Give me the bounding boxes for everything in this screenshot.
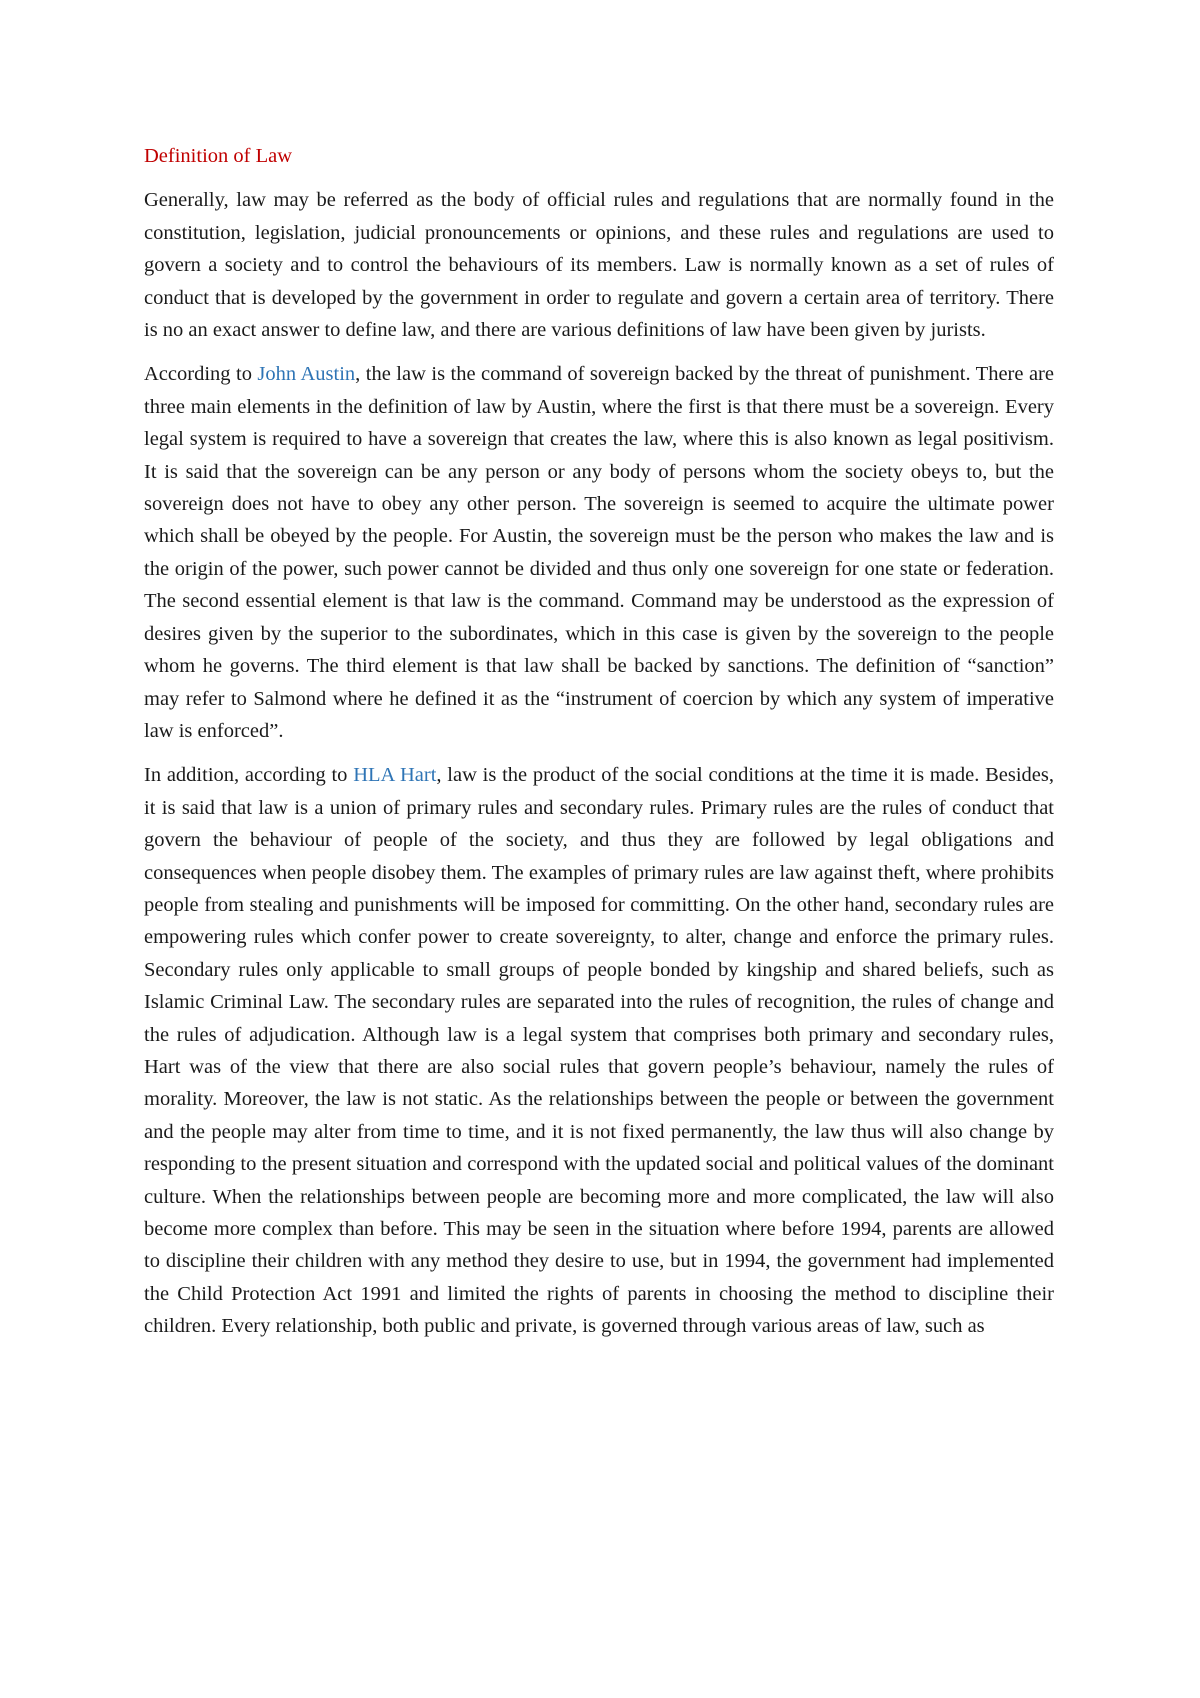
paragraph-text-rest: , the law is the command of sovereign backed by the threat of punishment. There are three main elements in the definition of law by Austin, where the first is that there must be a sovereign. Every legal system is required to have a sovereign that creates the law, where this is also known as legal positivism. It is said that the sovereign can be any person or any body of persons whom the society obeys to, but the sovereign does not have to obey any other person. The sovereign is seemed to acquire the ultimate power which shall be obeyed by the people. For Austin, the sovereign must be the person who makes the law and is the origin of the power, such power cannot be divided and thus only one sovereign for one state or federation. The second essential element is that law is the command. Command may be understood as the expression of desires given by the superior to the subordinates, which in this case is given by the sovereign to the people whom he governs. The third element is that law shall be backed by sanctions. The definition of “sanction” may refer to Salmond where he defined it as the “instrument of coercion by which any system of imperative law is enforced”. [144,363,1054,742]
paragraph-text: Generally, law may be referred as the body of official rules and regulations that are normally found in the constitution, legislation, judicial pronouncements or opinions, and these rules and regulations are used to govern a society and to control the behaviours of its members. Law is normally known as a set of rules of conduct that is developed by the government in order to regulate and govern a certain area of territory. There is no an exact answer to define law, and there are various definitions of law have been given by jurists. [144,189,1054,342]
paragraph-austin [144,358,1054,747]
section-heading: Definition of Law [144,145,293,167]
paragraph-text-lead: According to [144,363,258,386]
document-body [144,140,1054,1355]
paragraph-general-definition [144,184,1054,346]
paragraph-text-rest: , law is the product of the social conditions at the time it is made. Besides, it is said that law is a union of primary rules and secondary rules. Primary rules are the rules of conduct that govern the behaviour of people of the society, and thus they are followed by legal obligations and consequences when people disobey them. The examples of primary rules are law against theft, where prohibits people from stealing and punishments will be imposed for committing. On the other hand, secondary rules are empowering rules which confer power to create sovereignty, to alter, change and enforce the primary rules. Secondary rules only applicable to small groups of people bonded by kingship and shared beliefs, such as Islamic Criminal Law. The secondary rules are separated into the rules of recognition, the rules of change and the rules of adjudication. Although law is a legal system that comprises both primary and secondary rules, Hart was of the view that there are also social rules that govern people’s behaviour, namely the rules of morality. Moreover, the law is not static. As the relationships between the people or between the government and the people may alter from time to time, and it is not fixed permanently, the law thus will also change by responding to the present situation and correspond with the updated social and political values of the dominant culture. When the relationships between people are becoming more and more complicated, the law will also become more complex than before. This may be seen in the situation where before 1994, parents are allowed to discipline their children with any method they desire to use, but in 1994, the government had implemented the Child Protection Act 1991 and limited the rights of parents in choosing the method to discipline their children. Every relationship, both public and private, is governed through various areas of law, such as [144,764,1054,1338]
paragraph-text-lead: In addition, according to [144,764,354,787]
link-hla-hart[interactable]: HLA Hart [353,764,437,787]
link-john-austin[interactable]: John Austin [257,363,356,386]
paragraph-hart [144,759,1054,1342]
